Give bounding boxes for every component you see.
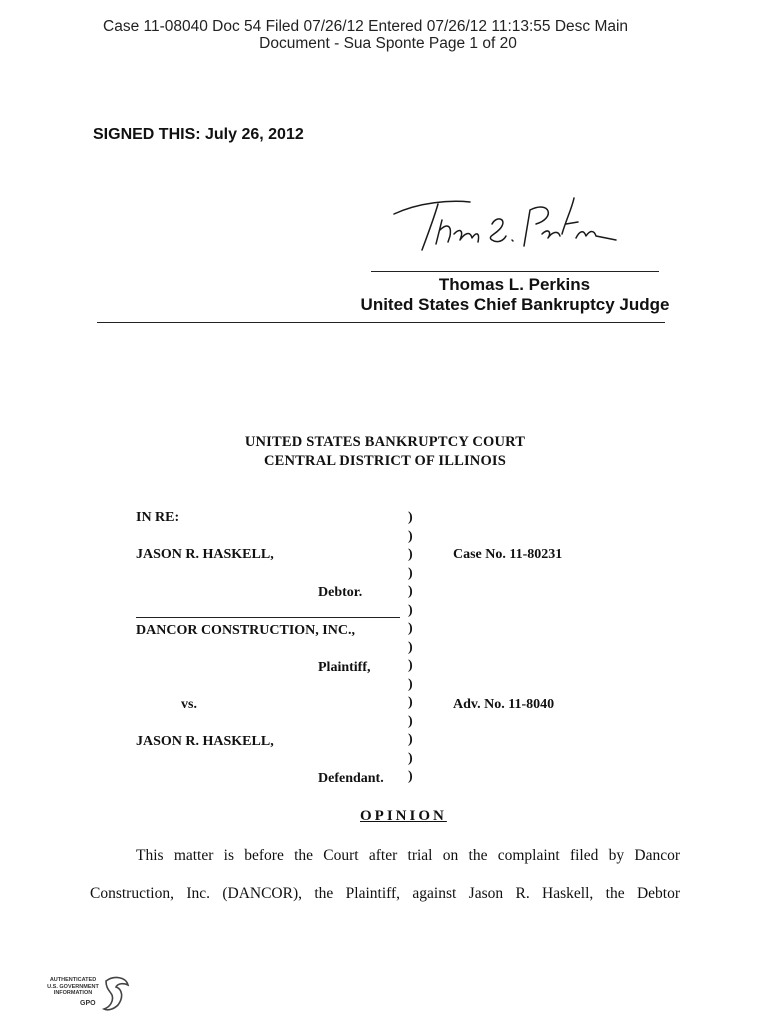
gpo-authenticated-logo [42,975,132,1015]
gpo-line-1: AUTHENTICATED [49,977,97,983]
court-name: UNITED STATES BANKRUPTCY COURT [244,434,526,450]
docket-header-line-2: Document - Sua Sponte Page 1 of 20 [259,35,517,52]
opinion-title: OPINION [360,808,447,824]
plaintiff-name: DANCOR CONSTRUCTION, INC., [136,623,355,638]
defendant-name: JASON R. HASKELL, [136,734,274,749]
in-re-label: IN RE: [136,510,180,525]
plaintiff-role: Plaintiff, [318,660,371,675]
eagle-icon [102,975,130,1013]
signed-date: SIGNED THIS: July 26, 2012 [93,126,304,143]
docket-header-line-1: Case 11-08040 Doc 54 Filed 07/26/12 Entered 07/26/12 11:13:55 Desc Main [103,18,629,35]
body-paragraph-line-1: This matter is before the Court after trial on the complaint filed by Dancor [136,847,680,864]
gpo-line-4: GPO [80,1000,96,1007]
body-paragraph-line-2: Construction, Inc. (DANCOR), the Plaintiff, against Jason R. Haskell, the Debtor [90,885,680,902]
judge-name: Thomas L. Perkins [438,275,591,294]
defendant-role: Defendant. [318,771,384,786]
judge-title: United States Chief Bankruptcy Judge [360,295,670,314]
debtor-role: Debtor. [318,585,363,600]
gpo-line-2: U.S. GOVERNMENT [47,983,99,990]
caption-divider [136,617,400,618]
adversary-number: Adv. No. 11-8040 [453,697,555,712]
judge-signature [380,190,630,260]
versus-label: vs. [181,697,197,712]
caption-parentheses: ) ) ) ) ) ) ) ) ) ) ) ) ) ) ) [408,510,413,784]
signature-line [371,271,659,272]
gpo-line-3: INFORMATION [53,990,93,996]
court-district: CENTRAL DISTRICT OF ILLINOIS [263,453,507,469]
debtor-name: JASON R. HASKELL, [136,547,274,562]
header-divider [97,322,665,323]
case-number: Case No. 11-80231 [453,547,563,562]
